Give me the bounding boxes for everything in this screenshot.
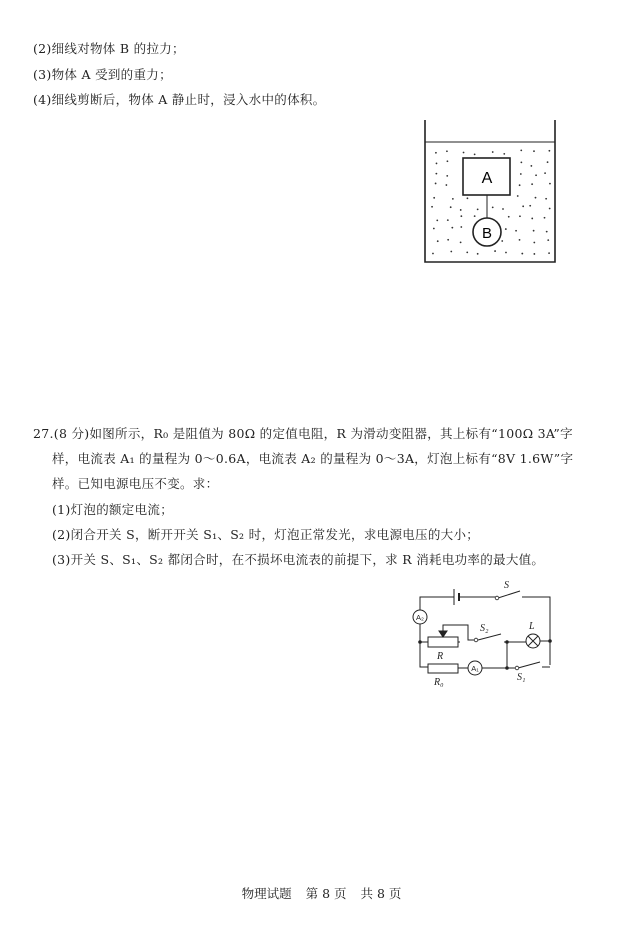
water-dot (492, 206, 494, 208)
water-dot (452, 198, 454, 200)
footer-subject: 物理试题 (241, 886, 292, 901)
water-dot (549, 183, 551, 185)
prev-question-part-4: (4)细线剪断后，物体 A 静止时，浸入水中的体积。 (33, 92, 326, 107)
water-dot (474, 153, 476, 155)
water-dot (492, 151, 494, 153)
water-dot (544, 172, 546, 174)
water-dot (531, 183, 533, 185)
water-dot (451, 227, 453, 229)
footer-total: 共 8 页 (360, 886, 402, 901)
water-dot (433, 228, 435, 230)
water-dot (533, 150, 535, 152)
water-dot (466, 251, 468, 253)
water-dot (501, 240, 503, 242)
water-dot (437, 240, 439, 242)
water-dot (520, 173, 522, 175)
switch-s1-label: S₁ (517, 672, 526, 683)
water-dot (447, 239, 449, 241)
water-dot (520, 149, 522, 151)
water-dot (529, 205, 531, 207)
q27-part-2: (2)闭合开关 S，断开开关 S₁、S₂ 时，灯泡正常发光，求电源电压的大小； (52, 527, 480, 542)
resistor-r0-label: R₀ (434, 677, 444, 688)
water-dot (463, 152, 465, 154)
switch-s-label: S (504, 580, 509, 591)
ammeter-a2-label: A₂ (416, 613, 424, 622)
prev-question-part-2: (2)细线对物体 B 的拉力； (33, 41, 185, 56)
water-dot (547, 239, 549, 241)
water-dot (549, 208, 551, 210)
water-dot (450, 206, 452, 208)
water-dot (515, 230, 517, 232)
circuit-diagram (400, 575, 565, 690)
water-dot (519, 215, 521, 217)
water-dot (436, 219, 438, 221)
water-dot (522, 205, 524, 207)
water-dot (435, 152, 437, 154)
ball-b-label: B (481, 225, 493, 242)
water-dot (521, 253, 523, 255)
water-dot (447, 160, 449, 162)
q27-line-1: 27.(8 分)如图所示，R₀ 是阻值为 80Ω 的定值电阻，R 为滑动变阻器，其上标有“100Ω 3A”字 (33, 426, 573, 441)
water-dot (446, 175, 448, 177)
water-dot (547, 161, 549, 163)
water-dot (460, 215, 462, 217)
water-dot (517, 195, 519, 197)
water-dot (460, 209, 462, 211)
water-dot (477, 253, 479, 255)
water-dot (445, 184, 447, 186)
water-dot (548, 252, 550, 254)
water-dot (494, 250, 496, 252)
water-dot (545, 198, 547, 200)
ammeter-a1-label: A₁ (471, 664, 479, 673)
water-dot (533, 253, 535, 255)
q27-line-2: 样，电流表 A₁ 的量程为 0～0.6A，电流表 A₂ 的量程为 0～3A，灯泡上标有“8V 1.6W”字 (52, 451, 574, 466)
water-dot (432, 253, 434, 255)
q27-part-3: (3)开关 S、S₁、S₂ 都闭合时，在不损坏电流表的前提下，求 R 消耗电功率的最大值。 (52, 552, 545, 567)
water-dot (447, 219, 449, 221)
water-dot (535, 197, 537, 199)
water-dot (533, 230, 535, 232)
water-dot (474, 215, 476, 217)
water-dot (503, 153, 505, 155)
prev-question-part-3: (3)物体 A 受到的重力； (33, 67, 172, 82)
beaker-figure (420, 115, 560, 267)
water-dot (548, 150, 550, 152)
water-dot (435, 183, 437, 185)
water-dot (431, 206, 433, 208)
water-dot (505, 228, 507, 230)
q27-line-3: 样。已知电源电压不变。求： (52, 476, 219, 491)
water-dot (460, 242, 462, 244)
page-footer (0, 884, 643, 902)
water-dot (508, 216, 510, 218)
water-dot (544, 217, 546, 219)
water-dot (435, 173, 437, 175)
switch-s2-label: S₂ (480, 623, 489, 634)
footer-page: 第 8 页 (305, 886, 347, 901)
water-dot (520, 162, 522, 164)
water-dot (436, 163, 438, 165)
water-dot (433, 197, 435, 199)
water-dot (533, 242, 535, 244)
q27-part-1: (1)灯泡的额定电流； (52, 502, 174, 517)
water-dot (477, 208, 479, 210)
water-dot (505, 252, 507, 254)
rheostat-label: R (437, 651, 444, 662)
water-dot (519, 239, 521, 241)
water-dot (531, 218, 533, 220)
water-dot (530, 165, 532, 167)
water-dot (460, 226, 462, 228)
water-dot (446, 150, 448, 152)
water-dot (519, 184, 521, 186)
lamp-label: L (529, 621, 535, 632)
water-dot (502, 208, 504, 210)
water-dot (467, 197, 469, 199)
block-a-label: A (481, 170, 493, 187)
water-dot (535, 174, 537, 176)
water-dot (450, 251, 452, 253)
water-dot (546, 231, 548, 233)
